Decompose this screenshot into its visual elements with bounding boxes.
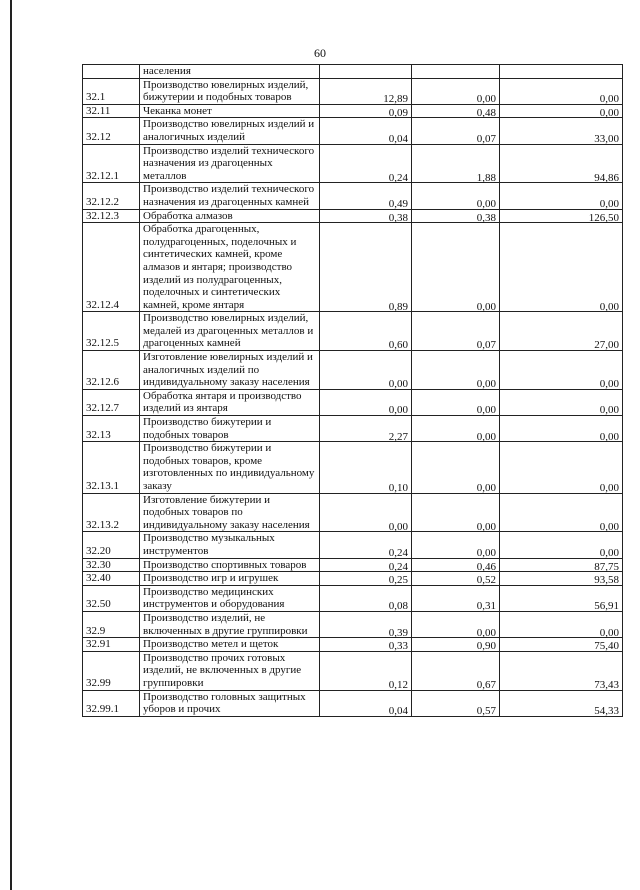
row-value-2: 0,07: [412, 312, 500, 351]
row-name: Производство изделий, не включенных в другие группировки: [140, 611, 320, 637]
row-code: 32.20: [83, 532, 140, 558]
row-value-3: 0,00: [500, 532, 623, 558]
row-value-2: [412, 65, 500, 79]
table-row: [83, 572, 623, 586]
row-value-2: 0,00: [412, 493, 500, 532]
table-row: [83, 690, 623, 716]
row-value-3: 0,00: [500, 611, 623, 637]
table-row: [83, 351, 623, 390]
row-value-2: 0,52: [412, 572, 500, 586]
row-value-3: 73,43: [500, 651, 623, 690]
row-value-3: 0,00: [500, 389, 623, 415]
row-name: Обработка драгоценных, полудрагоценных, поделочных и синтетических камней, кроме алмазов и янтаря; производство изделий из полудрагоценных, поделочных и синтетических камней, кроме янтаря: [140, 223, 320, 312]
row-code: 32.99: [83, 651, 140, 690]
row-code: 32.40: [83, 572, 140, 586]
row-value-1: 0,12: [320, 651, 412, 690]
row-value-3: 93,58: [500, 572, 623, 586]
row-code: 32.12.5: [83, 312, 140, 351]
table-row: [83, 651, 623, 690]
row-value-3: 126,50: [500, 209, 623, 223]
row-value-2: 0,00: [412, 351, 500, 390]
row-code: [83, 65, 140, 79]
table-row: [83, 638, 623, 652]
row-name: Производство головных защитных уборов и прочих: [140, 690, 320, 716]
row-value-1: 0,60: [320, 312, 412, 351]
row-value-2: 0,07: [412, 118, 500, 144]
row-value-1: 0,00: [320, 351, 412, 390]
row-value-1: 0,39: [320, 611, 412, 637]
row-name: Производство прочих готовых изделий, не включенных в другие группировки: [140, 651, 320, 690]
row-value-2: 0,57: [412, 690, 500, 716]
row-name: Производство ювелирных изделий, бижутерии и подобных товаров: [140, 78, 320, 104]
row-value-1: 0,25: [320, 572, 412, 586]
table-row: [83, 532, 623, 558]
row-name: Производство метел и щеток: [140, 638, 320, 652]
row-code: 32.9: [83, 611, 140, 637]
row-value-1: 0,24: [320, 144, 412, 183]
row-value-2: 1,88: [412, 144, 500, 183]
row-value-2: 0,67: [412, 651, 500, 690]
row-value-1: 0,08: [320, 585, 412, 611]
row-value-1: 0,04: [320, 118, 412, 144]
row-value-2: 0,00: [412, 611, 500, 637]
row-code: 32.13.1: [83, 442, 140, 493]
table-row: [83, 416, 623, 442]
row-value-2: 0,90: [412, 638, 500, 652]
row-value-3: 0,00: [500, 183, 623, 209]
row-value-1: 0,38: [320, 209, 412, 223]
row-name: Производство бижутерии и подобных товаров, кроме изготовленных по индивидуальному заказу: [140, 442, 320, 493]
row-value-2: 0,31: [412, 585, 500, 611]
row-value-3: 33,00: [500, 118, 623, 144]
table-row: [83, 611, 623, 637]
row-name: Изготовление ювелирных изделий и аналогичных изделий по индивидуальному заказу населения: [140, 351, 320, 390]
row-value-3: 75,40: [500, 638, 623, 652]
row-code: 32.12: [83, 118, 140, 144]
row-value-2: 0,38: [412, 209, 500, 223]
row-value-3: 0,00: [500, 442, 623, 493]
row-value-1: 0,00: [320, 389, 412, 415]
row-name: населения: [140, 65, 320, 79]
row-code: 32.12.6: [83, 351, 140, 390]
row-code: 32.13: [83, 416, 140, 442]
row-value-3: [500, 65, 623, 79]
row-value-3: 27,00: [500, 312, 623, 351]
row-name: Производство бижутерии и подобных товаров: [140, 416, 320, 442]
row-value-2: 0,00: [412, 442, 500, 493]
row-code: 32.11: [83, 104, 140, 118]
table-row: [83, 558, 623, 572]
row-value-3: 94,86: [500, 144, 623, 183]
table-body: [83, 65, 623, 717]
table-row: [83, 118, 623, 144]
table-row: [83, 209, 623, 223]
row-value-1: 2,27: [320, 416, 412, 442]
row-value-3: 54,33: [500, 690, 623, 716]
row-code: 32.30: [83, 558, 140, 572]
row-code: 32.1: [83, 78, 140, 104]
row-name: Изготовление бижутерии и подобных товаров по индивидуальному заказу населения: [140, 493, 320, 532]
row-code: 32.12.7: [83, 389, 140, 415]
row-code: 32.12.4: [83, 223, 140, 312]
row-code: 32.13.2: [83, 493, 140, 532]
row-code: 32.99.1: [83, 690, 140, 716]
row-value-1: 12,89: [320, 78, 412, 104]
row-value-3: 0,00: [500, 351, 623, 390]
row-value-3: 56,91: [500, 585, 623, 611]
table-row: [83, 223, 623, 312]
table-row: [83, 442, 623, 493]
data-table: [82, 64, 623, 717]
row-name: Обработка янтаря и производство изделий из янтаря: [140, 389, 320, 415]
row-value-2: 0,48: [412, 104, 500, 118]
row-value-2: 0,46: [412, 558, 500, 572]
row-value-1: 0,24: [320, 558, 412, 572]
row-name: Производство медицинских инструментов и оборудования: [140, 585, 320, 611]
row-name: Производство музыкальных инструментов: [140, 532, 320, 558]
row-value-1: 0,04: [320, 690, 412, 716]
row-value-2: 0,00: [412, 389, 500, 415]
row-value-1: 0,00: [320, 493, 412, 532]
row-value-1: 0,33: [320, 638, 412, 652]
row-code: 32.12.1: [83, 144, 140, 183]
row-value-3: 0,00: [500, 223, 623, 312]
row-name: Чеканка монет: [140, 104, 320, 118]
row-value-2: 0,00: [412, 78, 500, 104]
row-value-2: 0,00: [412, 416, 500, 442]
row-value-1: 0,89: [320, 223, 412, 312]
row-name: Производство игр и игрушек: [140, 572, 320, 586]
table-row: [83, 493, 623, 532]
row-value-1: 0,24: [320, 532, 412, 558]
row-name: Производство спортивных товаров: [140, 558, 320, 572]
row-code: 32.12.3: [83, 209, 140, 223]
row-value-2: 0,00: [412, 183, 500, 209]
page-number: 60: [314, 46, 326, 60]
row-code: 32.12.2: [83, 183, 140, 209]
row-code: 32.91: [83, 638, 140, 652]
table-row: [83, 144, 623, 183]
row-name: Обработка алмазов: [140, 209, 320, 223]
row-name: Производство изделий технического назначения из драгоценных камней: [140, 183, 320, 209]
scan-edge-line: [10, 0, 12, 890]
row-value-2: 0,00: [412, 223, 500, 312]
table-row: [83, 585, 623, 611]
row-value-3: 0,00: [500, 416, 623, 442]
row-value-1: [320, 65, 412, 79]
table-row: [83, 312, 623, 351]
row-value-3: 0,00: [500, 493, 623, 532]
table-row: [83, 389, 623, 415]
row-value-2: 0,00: [412, 532, 500, 558]
row-value-1: 0,09: [320, 104, 412, 118]
table-row: [83, 65, 623, 79]
table-row: [83, 78, 623, 104]
table-row: [83, 183, 623, 209]
row-name: Производство изделий технического назначения из драгоценных металлов: [140, 144, 320, 183]
row-value-1: 0,10: [320, 442, 412, 493]
row-value-3: 87,75: [500, 558, 623, 572]
row-name: Производство ювелирных изделий, медалей из драгоценных металлов и драгоценных камней: [140, 312, 320, 351]
row-code: 32.50: [83, 585, 140, 611]
row-name: Производство ювелирных изделий и аналогичных изделий: [140, 118, 320, 144]
table-row: [83, 104, 623, 118]
row-value-1: 0,49: [320, 183, 412, 209]
row-value-3: 0,00: [500, 104, 623, 118]
row-value-3: 0,00: [500, 78, 623, 104]
